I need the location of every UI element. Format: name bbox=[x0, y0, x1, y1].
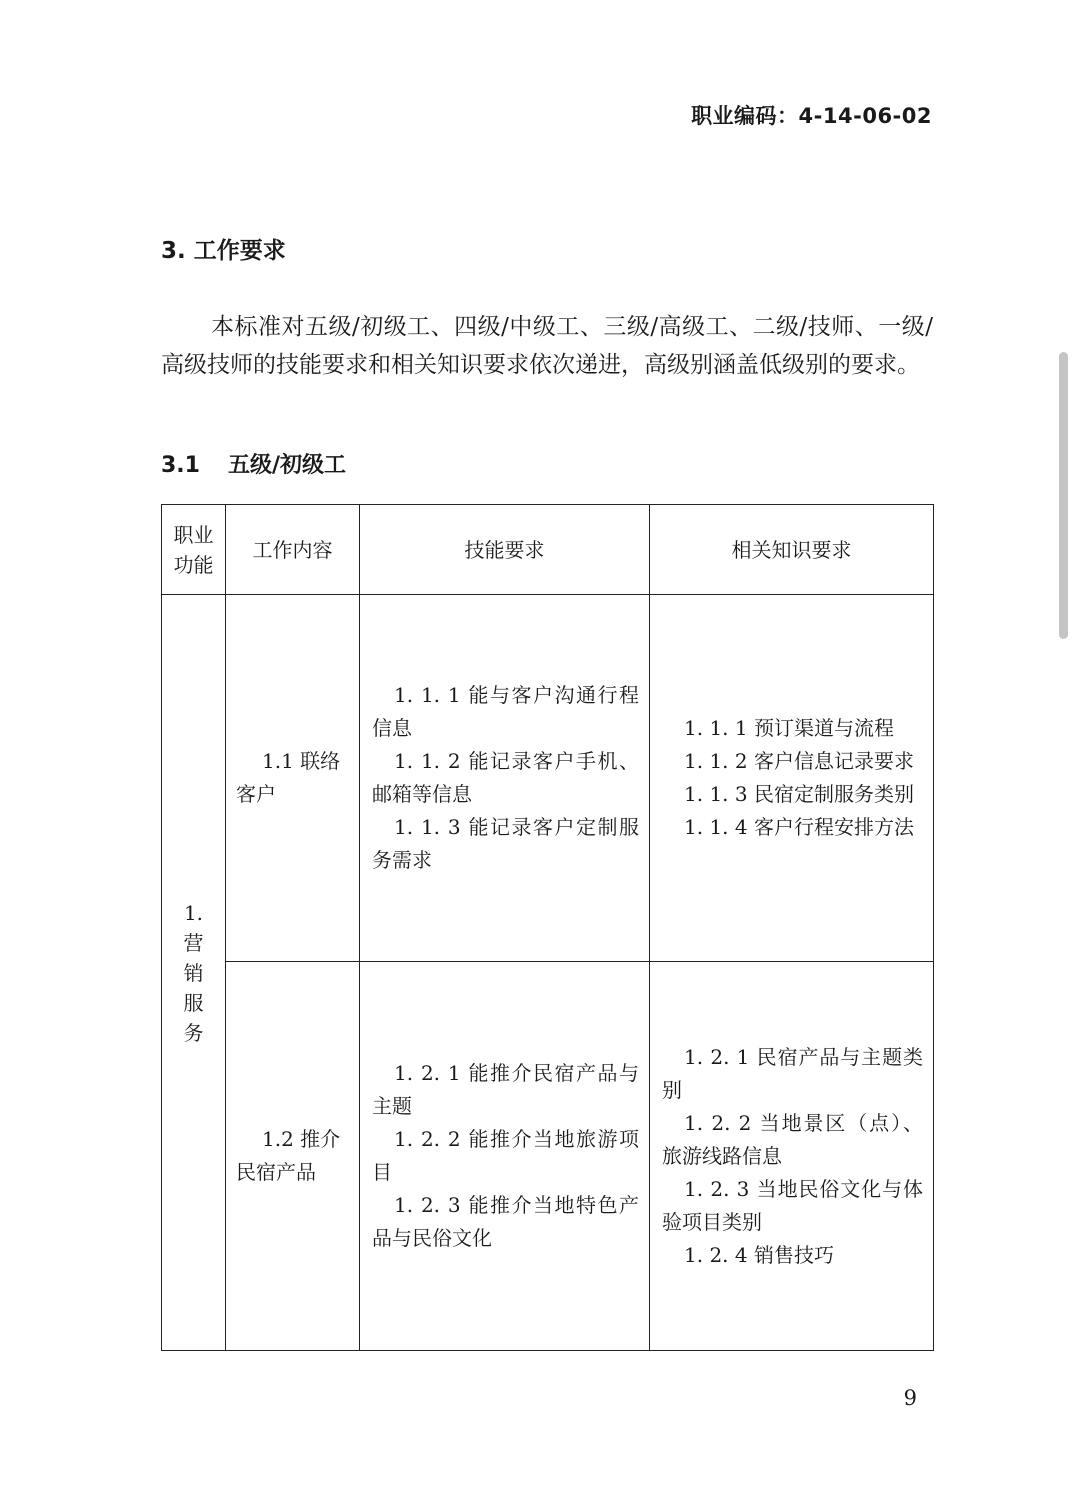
knowledge-cell bbox=[650, 595, 934, 962]
knowledge-item: 1. 2. 3 当地民俗文化与体验项目类别 bbox=[662, 1176, 923, 1234]
knowledge-item: 1. 2. 2 当地景区（点）、旅游线路信息 bbox=[662, 1110, 923, 1168]
skill-item: 1. 1. 2 能记录客户手机、邮箱等信息 bbox=[372, 749, 639, 806]
section-title: 3. 工作要求 bbox=[161, 238, 286, 264]
content-cell bbox=[226, 595, 360, 962]
knowledge-item: 1. 2. 1 民宿产品与主题类别 bbox=[662, 1044, 923, 1102]
subsection-title bbox=[161, 448, 346, 479]
skill-item: 1. 2. 1 能推介民宿产品与主题 bbox=[372, 1061, 639, 1118]
knowledge-item: 1. 1. 1 预订渠道与流程 bbox=[684, 716, 894, 740]
knowledge-item: 1. 2. 4 销售技巧 bbox=[684, 1242, 834, 1267]
subsection-number: 3.1 bbox=[161, 453, 200, 478]
scrollbar-thumb[interactable] bbox=[1059, 352, 1068, 639]
table-row bbox=[162, 962, 934, 1351]
subsection-label: 五级/初级工 bbox=[227, 453, 347, 478]
knowledge-cell bbox=[650, 962, 934, 1351]
header-function: 职业功能 bbox=[162, 505, 226, 595]
skill-item: 1. 2. 2 能推介当地旅游项目 bbox=[372, 1127, 639, 1184]
intro-paragraph: 本标准对五级/初级工、四级/中级工、三级/高级工、二级/技师、一级/高级技师的技能要求和相关知识要求依次递进，高级别涵盖低级别的要求。 bbox=[161, 314, 933, 378]
skills-cell bbox=[360, 595, 650, 962]
skills-cell bbox=[360, 962, 650, 1351]
table-header-row bbox=[162, 505, 934, 595]
requirements-table bbox=[161, 504, 934, 1351]
content-cell bbox=[226, 962, 360, 1351]
header-skills: 技能要求 bbox=[360, 505, 650, 595]
function-cell bbox=[162, 595, 226, 1351]
skill-item: 1. 1. 3 能记录客户定制服务需求 bbox=[372, 815, 639, 872]
table-row bbox=[162, 595, 934, 962]
knowledge-item: 1. 1. 4 客户行程安排方法 bbox=[684, 815, 914, 839]
content-label: 1.2 推介民宿产品 bbox=[236, 1127, 341, 1184]
header-knowledge: 相关知识要求 bbox=[650, 505, 934, 595]
occupation-code: 职业编码：4-14-06-02 bbox=[691, 104, 932, 128]
knowledge-item: 1. 1. 2 客户信息记录要求 bbox=[684, 749, 914, 773]
function-label: 1. 营销服务 bbox=[183, 900, 204, 1045]
knowledge-item: 1. 1. 3 民宿定制服务类别 bbox=[684, 782, 914, 806]
page-number: 9 bbox=[903, 1386, 917, 1410]
content-label: 1.1 联络客户 bbox=[236, 749, 341, 806]
skill-item: 1. 2. 3 能推介当地特色产品与民俗文化 bbox=[372, 1193, 639, 1250]
header-content: 工作内容 bbox=[226, 505, 360, 595]
skill-item: 1. 1. 1 能与客户沟通行程信息 bbox=[372, 683, 639, 740]
